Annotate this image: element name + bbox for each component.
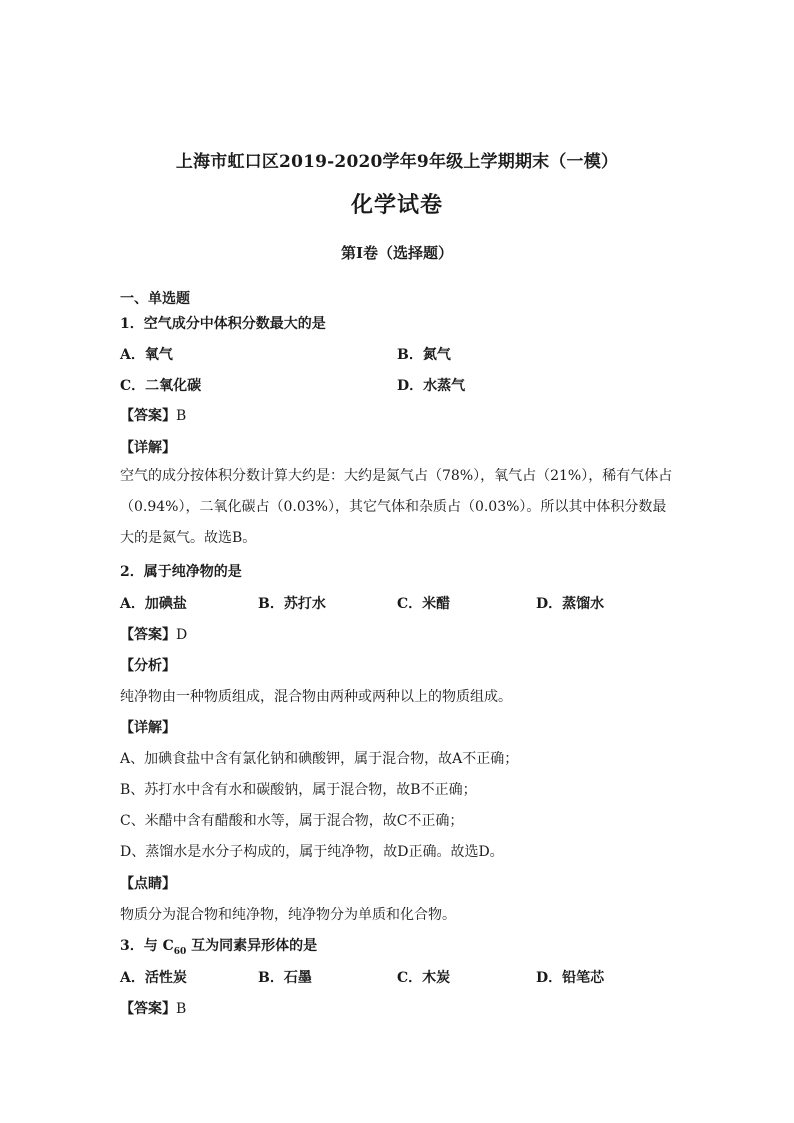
q2-analysis-text: 纯净物由一种物质组成，混合物由两种或两种以上的物质组成。 <box>120 689 512 705</box>
q3-option-a: A．活性炭 <box>120 970 187 986</box>
part-heading: 第I卷（选择题） <box>340 244 454 262</box>
answer-label: 【答案】 <box>120 627 176 643</box>
q2-option-b: B．苏打水 <box>258 596 326 612</box>
answer-label: 【答案】 <box>120 1001 176 1017</box>
q2-analysis-label: 【分析】 <box>120 658 176 674</box>
answer-value: B <box>176 408 187 424</box>
q2-comment-label: 【点睛】 <box>120 876 176 892</box>
q2-option-d: D．蒸馏水 <box>536 596 605 612</box>
answer-value: D <box>176 627 188 643</box>
exam-title: 上海市虹口区2019-2020学年9年级上学期期末（一模） <box>175 152 619 172</box>
q3-option-d: D．铅笔芯 <box>536 970 605 986</box>
answer-label: 【答案】 <box>120 408 176 424</box>
answer-value: B <box>176 1001 187 1017</box>
q3-stem-subscript: 60 <box>173 946 187 957</box>
q2-answer <box>120 624 187 644</box>
exam-subtitle: 化学试卷 <box>350 192 443 218</box>
q2-comment-text: 物质分为混合物和纯净物，纯净物分为单质和化合物。 <box>120 907 456 923</box>
q2-detail-line-d: D、蒸馏水是水分子构成的，属于纯净物，故D正确。故选D。 <box>120 844 504 860</box>
q2-stem: 2．属于纯净物的是 <box>120 564 242 580</box>
q3-stem <box>120 935 317 957</box>
q3-answer <box>120 998 186 1018</box>
q2-detail-label: 【详解】 <box>120 720 176 736</box>
q1-detail-label: 【详解】 <box>120 440 176 456</box>
q2-option-a: A．加碘盐 <box>120 596 187 612</box>
q2-option-c: C．米醋 <box>397 596 451 612</box>
q1-answer <box>120 405 186 425</box>
q1-option-d: D．水蒸气 <box>397 378 466 394</box>
q2-detail-line-a: A、加碘食盐中含有氯化钠和碘酸钾，属于混合物，故A不正确； <box>120 751 519 767</box>
q1-detail-text: 空气的成分按体积分数计算大约是：大约是氮气占（78%），氧气占（21%），稀有气体占（0.94%），二氧化碳占（0.03%），其它气体和杂质占（0.03%）。所以其中体积分数最大的是氮气。故选B。 <box>120 468 673 546</box>
q1-option-c: C．二氧化碳 <box>120 378 202 394</box>
q3-stem-prefix: 3．与 C <box>120 938 174 954</box>
q1-option-b: B．氮气 <box>397 347 451 363</box>
q2-detail-line-c: C、米醋中含有醋酸和水等，属于混合物，故C不正确； <box>120 813 464 829</box>
q2-detail-line-b: B、苏打水中含有水和碳酸钠，属于混合物，故B不正确； <box>120 782 477 798</box>
q3-option-b: B．石墨 <box>258 970 312 986</box>
q3-stem-suffix: 互为同素异形体的是 <box>186 938 318 954</box>
section-heading: 一、单选题 <box>120 291 190 307</box>
q1-option-a: A．氧气 <box>120 347 173 363</box>
q3-option-c: C．木炭 <box>397 970 451 986</box>
q1-stem: 1．空气成分中体积分数最大的是 <box>120 316 326 332</box>
